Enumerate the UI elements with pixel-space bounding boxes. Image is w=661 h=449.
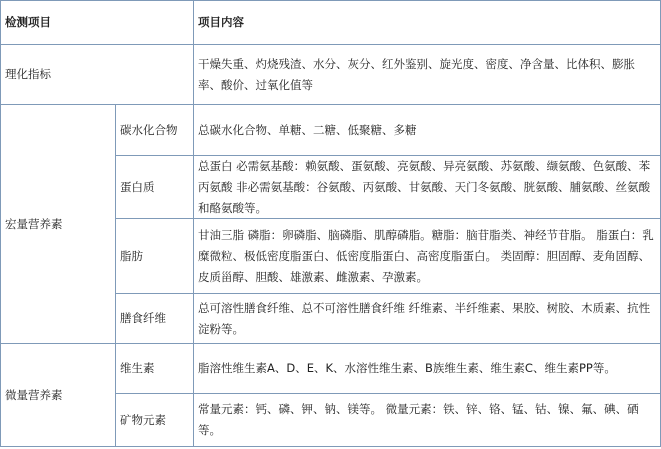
content-carbohydrate-text: 总碳水化合物、单糖、二糖、低聚糖、多糖 xyxy=(198,122,417,137)
category-micronutrients-label: 微量营养素 xyxy=(5,387,63,402)
header-inspection-item xyxy=(5,1,110,44)
category-macronutrients xyxy=(5,105,113,343)
sub-carbohydrate-label: 碳水化合物 xyxy=(120,122,178,137)
sub-protein xyxy=(120,156,192,218)
content-protein-text: 总蛋白 必需氨基酸：赖氨酸、蛋氨酸、亮氨酸、异亮氨酸、苏氨酸、缬氨酸、色氨酸、苯丙氨酸 非必需氨基酸：谷氨酸、丙氨酸、甘氨酸、天门冬氨酸、胱氨酸、脯氨酸、丝氨酸和酪氨酸等。 xyxy=(198,158,651,215)
sub-vitamins xyxy=(120,344,192,393)
content-physchem-text: 干燥失重、灼烧残渣、水分、灰分、红外鉴别、旋光度、密度、净含量、比体积、膨胀率、酸价、过氧化值等 xyxy=(198,56,635,92)
sub-minerals xyxy=(120,394,192,446)
content-dietary-fiber xyxy=(198,294,654,343)
sub-dietary-fiber-label: 膳食纤维 xyxy=(120,311,166,325)
column-divider xyxy=(193,0,194,447)
category-physchem xyxy=(5,45,190,104)
sub-protein-label: 蛋白质 xyxy=(120,179,155,194)
sub-fat xyxy=(120,219,192,293)
header-item-content-label: 项目内容 xyxy=(198,15,244,29)
sub-minerals-label: 矿物元素 xyxy=(120,412,166,427)
content-protein xyxy=(198,156,654,218)
content-vitamins xyxy=(198,344,654,393)
content-physchem xyxy=(198,45,654,104)
row-divider xyxy=(0,446,661,447)
content-minerals xyxy=(198,394,654,446)
content-dietary-fiber-text: 总可溶性膳食纤维、总不可溶性膳食纤维 纤维素、半纤维素、果胶、树胶、木质素、抗性淀粉等。 xyxy=(198,300,651,336)
content-fat-text: 甘油三脂 磷脂：卵磷脂、脑磷脂、肌醇磷脂。糖脂：脑苷脂类、神经节苷脂。 脂蛋白：乳糜微粒、极低密度脂蛋白、低密度脂蛋白、高密度脂蛋白。 类固醇：胆固醇、麦角固醇、皮质甾醇、胆酸、雄激素、雌激素、孕激素。 xyxy=(198,227,654,284)
category-micronutrients xyxy=(5,344,113,446)
category-physchem-label: 理化指标 xyxy=(5,67,51,81)
column-divider xyxy=(115,104,116,447)
sub-dietary-fiber xyxy=(120,294,192,343)
sub-fat-label: 脂肪 xyxy=(120,248,143,263)
content-minerals-text: 常量元素：钙、磷、钾、钠、镁等。 微量元素：铁、锌、铬、锰、钴、镍、氟、碘、硒等。 xyxy=(198,402,639,437)
content-carbohydrate xyxy=(198,105,654,155)
category-macronutrients-label: 宏量营养素 xyxy=(5,216,63,231)
column-divider xyxy=(0,0,1,447)
content-vitamins-text: 脂溶性维生素A、D、E、K、水溶性维生素、B族维生素、维生素C、维生素PP等。 xyxy=(198,361,616,375)
sub-vitamins-label: 维生素 xyxy=(120,361,155,375)
sub-carbohydrate xyxy=(120,105,192,155)
header-item-content xyxy=(198,1,653,44)
header-inspection-item-label: 检测项目 xyxy=(5,15,51,29)
content-fat xyxy=(198,219,654,293)
